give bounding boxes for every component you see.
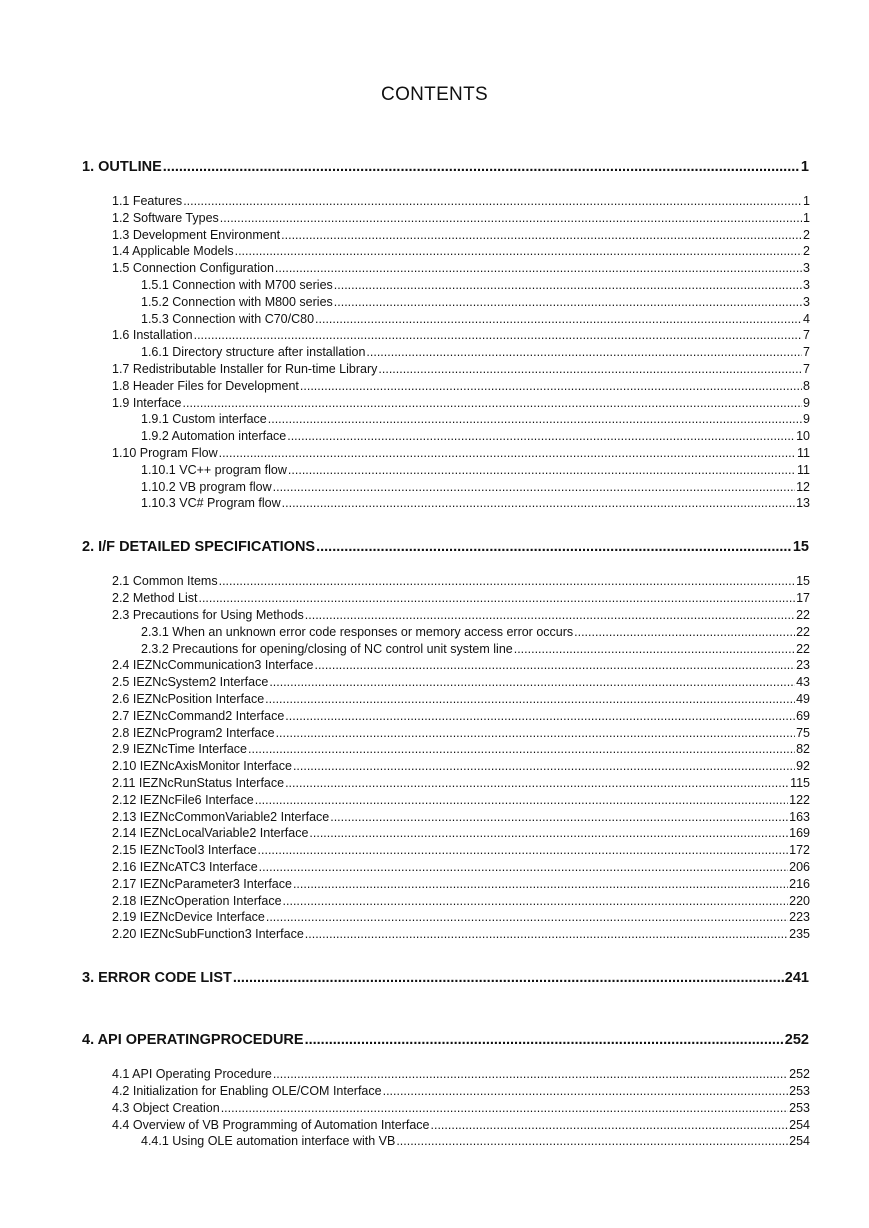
toc-entry-page: 1 <box>803 194 810 208</box>
toc-entry[interactable] <box>112 1101 810 1116</box>
toc-entry-label: 2.14 IEZNcLocalVariable2 Interface <box>112 826 309 841</box>
toc-entry-page: 49 <box>796 692 810 706</box>
toc-entry-page: 11 <box>797 462 810 477</box>
toc-entry-label: 2.3.2 Precautions for opening/closing of NC control unit system line <box>141 641 513 656</box>
dot-leader <box>266 910 788 925</box>
toc-entry-page: 22 <box>796 608 810 622</box>
dot-leader <box>219 446 796 461</box>
toc-entry-label: 2.2 Method List <box>112 591 198 606</box>
toc-entry[interactable] <box>112 608 810 623</box>
toc-entry-page: 15 <box>792 539 809 556</box>
dot-leader <box>282 496 795 511</box>
toc-entry-label: 2.12 IEZNcFile6 Interface <box>112 792 254 807</box>
dot-leader <box>283 894 789 909</box>
toc-entry-page: 7 <box>803 328 810 343</box>
toc-entry-label: 2.5 IEZNcSystem2 Interface <box>112 675 269 690</box>
toc-entry[interactable] <box>112 362 810 377</box>
toc-entry-page: 69 <box>796 708 810 723</box>
dot-leader <box>265 692 795 707</box>
toc-entry-page: 9 <box>803 395 810 410</box>
dot-leader <box>233 969 784 987</box>
dot-leader <box>334 295 802 310</box>
toc-entry-label: 2.8 IEZNcProgram2 Interface <box>112 725 275 740</box>
dot-leader <box>305 927 788 942</box>
toc-entry[interactable] <box>112 396 810 411</box>
toc-entry-label: 1.9.1 Custom interface <box>141 412 267 427</box>
toc-entry-page: 1 <box>800 159 809 175</box>
dot-leader <box>431 1118 789 1133</box>
toc-entry[interactable] <box>141 312 810 327</box>
toc-entry[interactable] <box>112 927 810 942</box>
dot-leader <box>275 261 802 276</box>
toc-entry-page: 122 <box>789 792 810 807</box>
toc-entry-page: 75 <box>796 725 810 740</box>
toc-entry[interactable] <box>112 776 810 791</box>
toc-entry-label: 1. OUTLINE <box>82 159 162 175</box>
toc-entry-label: 2. I/F DETAILED SPECIFICATIONS <box>82 539 316 556</box>
toc-entry-label: 1.9 Interface <box>112 395 182 410</box>
toc-entry-page: 9 <box>803 412 810 427</box>
toc-entry-label: 1.9.2 Automation interface <box>141 429 287 444</box>
dot-leader <box>235 244 802 259</box>
dot-leader <box>285 776 789 791</box>
dot-leader <box>305 1031 784 1049</box>
dot-leader <box>276 726 796 741</box>
toc-entry-page: 206 <box>789 860 810 874</box>
toc-entry-label: 4.2 Initialization for Enabling OLE/COM Interface <box>112 1084 382 1098</box>
toc-entry-page: 13 <box>796 496 810 511</box>
toc-entry[interactable] <box>112 910 810 925</box>
toc-entry[interactable] <box>112 574 810 589</box>
toc-entry-page: 1 <box>803 210 810 225</box>
toc-entry-page: 22 <box>796 624 810 639</box>
dot-leader <box>514 642 795 657</box>
dot-leader <box>574 625 795 640</box>
toc-entry[interactable] <box>82 538 809 556</box>
toc-entry-page: 4 <box>803 311 810 326</box>
toc-entry[interactable] <box>112 759 810 774</box>
toc-entry-label: 1.3 Development Environment <box>112 227 281 242</box>
toc-entry[interactable] <box>112 843 810 858</box>
toc-entry-label: 2.19 IEZNcDevice Interface <box>112 910 265 925</box>
toc-entry[interactable] <box>112 810 810 825</box>
dot-leader <box>248 742 795 757</box>
toc-entry-page: 8 <box>803 378 810 393</box>
dot-leader <box>183 396 803 411</box>
dot-leader <box>378 362 802 377</box>
toc-entry-label: 2.3.1 When an unknown error code responses or memory access error occurs <box>141 624 574 639</box>
dot-leader <box>220 211 802 226</box>
toc-entry-label: 2.6 IEZNcPosition Interface <box>112 692 265 706</box>
dot-leader <box>281 228 802 243</box>
toc-entry-label: 1.10.1 VC++ program flow <box>141 462 287 477</box>
toc-entry-label: 4.4 Overview of VB Programming of Automation Interface <box>112 1117 430 1132</box>
toc-entry-page: 169 <box>789 826 810 841</box>
toc-entry-page: 2 <box>803 227 810 242</box>
toc-entry-page: 11 <box>797 446 810 460</box>
toc-entry[interactable] <box>112 742 810 757</box>
toc-entry-label: 1.10.3 VC# Program flow <box>141 496 281 511</box>
toc-entry[interactable] <box>112 194 810 209</box>
dot-leader <box>293 877 788 892</box>
page-title: CONTENTS <box>381 84 488 105</box>
toc-entry[interactable] <box>112 211 810 226</box>
toc-entry-label: 4. API OPERATINGPROCEDURE <box>82 1032 304 1049</box>
toc-entry[interactable] <box>141 480 810 495</box>
toc-entry[interactable] <box>141 625 810 640</box>
toc-entry-page: 254 <box>789 1134 810 1149</box>
dot-leader <box>285 709 795 724</box>
toc-entry-label: 1.5.1 Connection with M700 series <box>141 278 333 292</box>
toc-entry[interactable] <box>82 158 809 176</box>
toc-entry-page: 15 <box>796 574 810 589</box>
dot-leader <box>219 574 796 589</box>
dot-leader <box>259 860 788 875</box>
toc-entry-page: 3 <box>803 278 810 292</box>
dot-leader <box>309 826 788 841</box>
toc-entry-page: 115 <box>790 776 810 790</box>
toc-entry-label: 2.16 IEZNcATC3 Interface <box>112 860 258 874</box>
toc-entry-page: 23 <box>796 658 810 673</box>
dot-leader <box>315 312 802 327</box>
toc-entry-page: 253 <box>789 1084 810 1098</box>
toc-entry[interactable] <box>141 429 810 444</box>
dot-leader <box>366 345 802 360</box>
dot-leader <box>316 538 792 556</box>
toc-entry-page: 7 <box>803 362 810 376</box>
toc-entry-label: 2.10 IEZNcAxisMonitor Interface <box>112 759 292 774</box>
toc-entry-label: 1.6 Installation <box>112 328 193 343</box>
dot-leader <box>300 379 802 394</box>
dot-leader <box>334 278 802 293</box>
toc-entry[interactable] <box>141 278 810 293</box>
toc-entry-page: 223 <box>789 910 810 925</box>
toc-entry-label: 1.10.2 VB program flow <box>141 479 272 494</box>
toc-entry-page: 172 <box>789 843 810 858</box>
toc-entry[interactable] <box>112 446 810 461</box>
dot-leader <box>194 328 802 343</box>
dot-leader <box>305 608 795 623</box>
toc-entry[interactable] <box>112 877 810 892</box>
toc-entry[interactable] <box>141 463 810 478</box>
toc-entry[interactable] <box>112 826 810 841</box>
toc-entry[interactable] <box>112 1067 810 1082</box>
toc-entry[interactable] <box>141 1134 810 1149</box>
toc-entry-label: 1.8 Header Files for Development <box>112 378 299 393</box>
toc-entry[interactable] <box>112 692 810 707</box>
toc-entry[interactable] <box>112 261 810 276</box>
dot-leader <box>269 675 795 690</box>
dot-leader <box>273 1067 788 1082</box>
toc-entry-label: 2.4 IEZNcCommunication3 Interface <box>112 658 314 673</box>
toc-entry-page: 82 <box>796 742 810 757</box>
toc-entry-page: 254 <box>789 1117 810 1132</box>
dot-leader <box>258 843 789 858</box>
dot-leader <box>288 463 796 478</box>
toc-entry[interactable] <box>112 726 810 741</box>
toc-entry[interactable] <box>141 496 810 511</box>
toc-entry-label: 4.1 API Operating Procedure <box>112 1067 272 1082</box>
toc-entry[interactable] <box>141 412 810 427</box>
toc-entry-page: 10 <box>796 429 810 444</box>
dot-leader <box>314 658 795 673</box>
dot-leader <box>268 412 802 427</box>
toc-entry-page: 2 <box>803 244 810 259</box>
toc-entry-label: 2.3 Precautions for Using Methods <box>112 608 304 622</box>
toc-entry[interactable] <box>82 1031 809 1049</box>
toc-entry[interactable] <box>112 894 810 909</box>
toc-entry-page: 235 <box>789 927 810 942</box>
toc-entry[interactable] <box>112 228 810 243</box>
toc-entry-page: 17 <box>796 591 810 606</box>
toc-entry[interactable] <box>141 345 810 360</box>
toc-entry-label: 2.18 IEZNcOperation Interface <box>112 893 282 908</box>
dot-leader <box>221 1101 788 1116</box>
toc-entry[interactable] <box>112 709 810 724</box>
toc-entry[interactable] <box>112 328 810 343</box>
toc-entry-label: 4.4.1 Using OLE automation interface with VB <box>141 1134 396 1149</box>
toc-entry-label: 4.3 Object Creation <box>112 1100 220 1115</box>
toc-entry[interactable] <box>141 642 810 657</box>
toc-entry-label: 1.7 Redistributable Installer for Run-time Library <box>112 362 378 376</box>
dot-leader <box>330 810 788 825</box>
toc-entry-page: 3 <box>803 294 810 309</box>
toc-entry-page: 220 <box>789 893 810 908</box>
toc-entry-page: 163 <box>789 809 810 824</box>
toc-entry-label: 2.15 IEZNcTool3 Interface <box>112 843 257 858</box>
toc-entry-page: 252 <box>784 1032 809 1049</box>
toc-entry[interactable] <box>112 244 810 259</box>
toc-entry-page: 3 <box>803 261 810 276</box>
toc-entry-page: 253 <box>789 1100 810 1115</box>
toc-entry-label: 2.17 IEZNcParameter3 Interface <box>112 876 292 891</box>
dot-leader <box>293 759 795 774</box>
toc-entry-label: 1.5.2 Connection with M800 series <box>141 294 333 309</box>
dot-leader <box>273 480 795 495</box>
toc-entry[interactable] <box>112 1084 810 1099</box>
dot-leader <box>396 1134 788 1149</box>
toc-entry-label: 1.5.3 Connection with C70/C80 <box>141 311 315 326</box>
toc-entry[interactable] <box>112 1118 810 1133</box>
toc-entry-label: 2.7 IEZNcCommand2 Interface <box>112 708 285 723</box>
dot-leader <box>163 158 800 176</box>
dot-leader <box>383 1084 789 1099</box>
toc-entry-label: 1.1 Features <box>112 194 183 208</box>
toc-entry-page: 252 <box>789 1067 810 1082</box>
toc-entry[interactable] <box>112 379 810 394</box>
toc-entry-page: 12 <box>796 479 810 494</box>
toc-entry-label: 3. ERROR CODE LIST <box>82 970 232 987</box>
toc-entry-label: 1.2 Software Types <box>112 210 219 225</box>
toc-entry[interactable] <box>112 793 810 808</box>
toc-entry-page: 241 <box>784 970 809 987</box>
dot-leader <box>183 194 802 209</box>
toc-entry-label: 2.9 IEZNcTime Interface <box>112 742 247 757</box>
toc-entry-label: 2.1 Common Items <box>112 574 218 589</box>
toc-entry-page: 92 <box>796 759 810 774</box>
toc-entry-label: 1.5 Connection Configuration <box>112 261 274 276</box>
toc-entry-label: 1.6.1 Directory structure after installation <box>141 345 366 360</box>
toc-entry-label: 2.13 IEZNcCommonVariable2 Interface <box>112 809 330 824</box>
toc-entry[interactable] <box>82 969 809 987</box>
toc-entry-page: 43 <box>796 675 810 690</box>
toc-entry-page: 7 <box>803 345 810 360</box>
toc-entry-label: 1.4 Applicable Models <box>112 244 234 259</box>
toc-entry[interactable] <box>112 675 810 690</box>
dot-leader <box>287 429 795 444</box>
toc-entry[interactable] <box>112 658 810 673</box>
dot-leader <box>255 793 788 808</box>
toc-entry-page: 216 <box>789 876 810 891</box>
toc-entry[interactable] <box>112 591 810 606</box>
toc-entry-label: 2.11 IEZNcRunStatus Interface <box>112 776 285 790</box>
toc-entry-label: 1.10 Program Flow <box>112 446 218 460</box>
toc-entry[interactable] <box>112 860 810 875</box>
toc-entry[interactable] <box>141 295 810 310</box>
dot-leader <box>198 591 795 606</box>
toc-entry-page: 22 <box>796 641 810 656</box>
toc-entry-label: 2.20 IEZNcSubFunction3 Interface <box>112 927 304 942</box>
